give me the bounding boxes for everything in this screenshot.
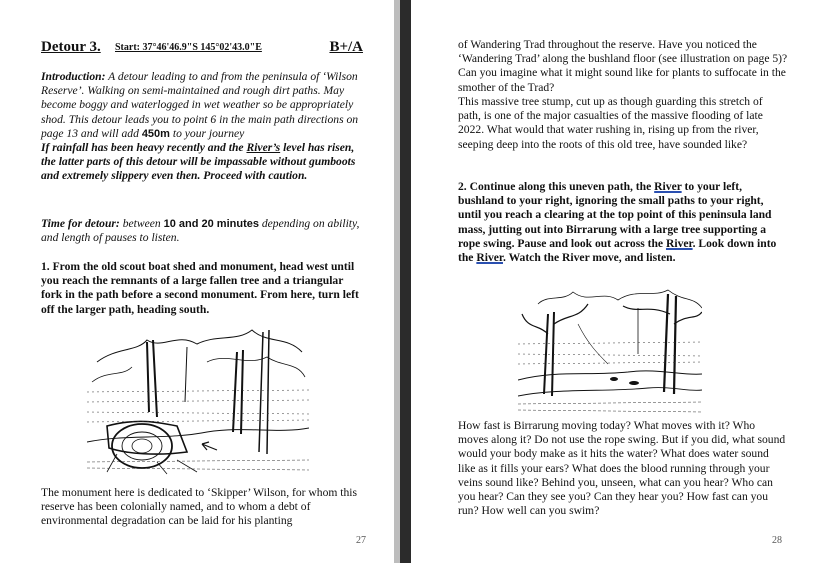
river-link[interactable]: River (476, 251, 503, 265)
intro-distance: 450m (141, 127, 170, 140)
left-page (0, 0, 394, 563)
right-page (411, 0, 822, 563)
step-2-directions: 2. Continue along this uneven path, the River to your left, bushland to your right, ignoring the small paths to your right, until you reach a clearing at the top point of this peninsula land mass, jutting out into Birrarung with a large tree supporting a rope swing. Pause and look out across the River. Look down into the River. Watch the River move, and listen. (458, 180, 777, 265)
monument-paragraph: The monument here is dedicated to ‘Skipper’ Wilson, for whom this reserve has been colonially named, and to whom a debt of environmental degradation can be laid for his planting (41, 486, 358, 528)
river-link[interactable]: River’s (246, 141, 281, 155)
time-label: Time for detour: (41, 217, 120, 230)
time-paragraph: Time for detour: between 10 and 20 minutes depending on ability, and length of pauses to listen. (41, 217, 360, 245)
rain-warning: If rainfall has been heavy recently and the River’s level has risen, the latter parts of this detour will be impassable without gumboots and extremely slippery even then. Proceed with caution. (41, 141, 356, 183)
river-link[interactable]: River (654, 180, 682, 193)
page-number-right: 28 (772, 535, 782, 546)
intro-label: Introduction: (41, 70, 106, 83)
page-gutter (400, 0, 411, 563)
fallen-tree-illustration (87, 322, 309, 476)
river-link[interactable]: River (665, 236, 693, 250)
time-range: 10 and 20 minutes (163, 218, 259, 230)
start-coordinates: Start: 37°46'46.9"S 145°02'43.0"E (115, 42, 262, 53)
wandering-trad-paragraph: of Wandering Trad throughout the reserve. Have you noticed the ‘Wandering Trad’ along the bushland floor (see illustration on page 5)? Can you imagine what it might sound like for plants to suffocate in the smother of the Trad? (458, 38, 788, 94)
rope-swing-illustration (518, 284, 702, 414)
introduction-paragraph: Introduction: A detour leading to and from the peninsula of ‘Wilson Reserve’. Walking on semi-maintained and rough dirt paths. May become boggy and waterlogged in wet weather so be appropriately shod. This detour leads you to point 6 in the main path directions on page 13 and will add 450m to your journey If rainfall has been heavy recently and the River’s level has risen, the latter parts of this detour will be impassable without gumboots and extremely slippery even then. Proceed with caution. (41, 70, 359, 183)
questions-paragraph: How fast is Birrarung moving today? What moves with it? Who moves along it? Do not use the rope swing. But if you did, what sound would your body make as it hits the water? What does water sound like as it fills your ears? What does the blood running through your veins sound like? Behind you, unseen, what can you hear? Who can you hear? Can they see you? Can they hear you? How fast can you run? How well can you swim? (458, 419, 786, 518)
detour-heading (41, 39, 363, 57)
page-number-left: 27 (356, 535, 366, 546)
difficulty-grade: B+/A (329, 39, 363, 55)
tree-stump-paragraph: This massive tree stump, cut up as though guarding this stretch of path, is one of the major casualties of the massive flooding of late 2022. What would that water rushing in, rising up from the river, seeping deep into the roots of this old tree, have sounded like? (458, 95, 763, 151)
detour-title: Detour 3. (41, 39, 101, 55)
step-1-directions: 1. From the old scout boat shed and monument, head west until you reach the remnants of a large fallen tree and a triangular fork in the path before a second monument. From here, turn left off the larger path, heading south. (41, 260, 359, 316)
